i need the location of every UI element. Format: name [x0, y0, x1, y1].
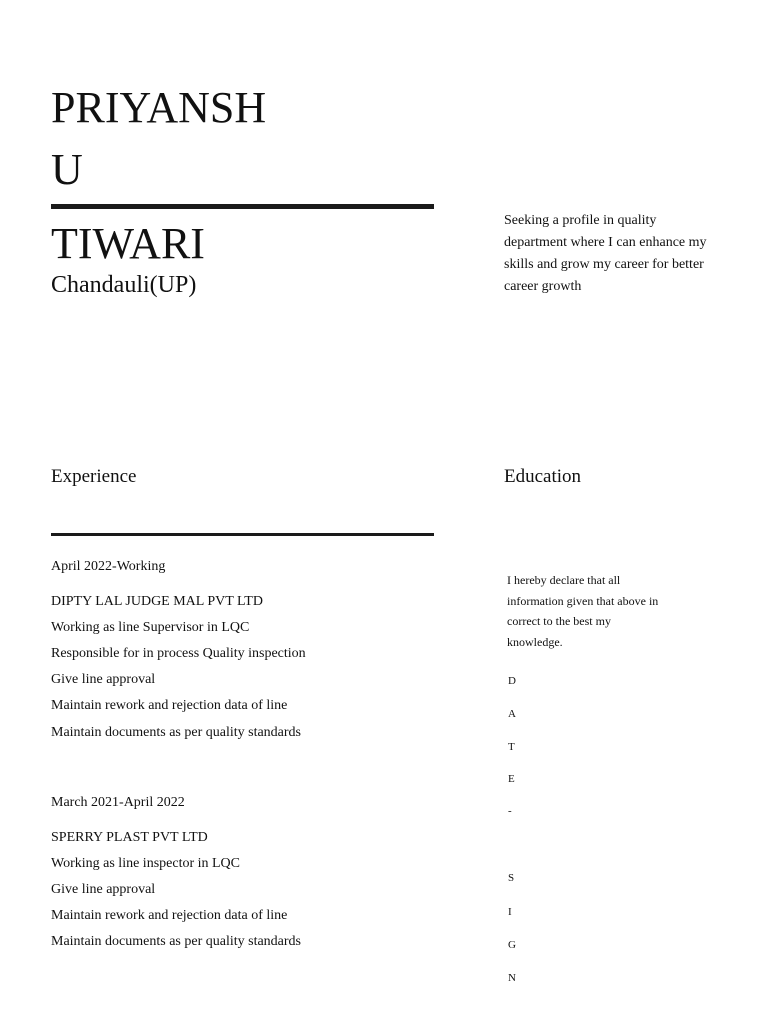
job1-duty-3: Give line approval — [51, 672, 156, 687]
objective-text: Seeking a profile in quality department where I can enhance my skills and grow my career for better career growth — [504, 213, 707, 294]
vertical-letter: A — [508, 708, 516, 720]
job1-duty-5: Maintain documents as per quality standards — [51, 725, 301, 740]
experience-divider — [51, 533, 434, 536]
name-line-1: PRIYANSH — [51, 83, 267, 132]
vertical-letter: - — [508, 805, 512, 817]
job1-duty-4: Maintain rework and rejection data of line — [51, 698, 288, 713]
vertical-letter: N — [508, 972, 516, 984]
vertical-letter: E — [508, 773, 515, 785]
vertical-letter: I — [508, 906, 512, 918]
job1-duty-2: Responsible for in process Quality inspection — [51, 646, 306, 661]
job2-duty-4: Maintain documents as per quality standards — [51, 934, 301, 949]
job2-company: SPERRY PLAST PVT LTD — [51, 830, 208, 845]
education-heading: Education — [504, 466, 582, 487]
name-divider — [51, 204, 434, 209]
job2-duty-3: Maintain rework and rejection data of line — [51, 908, 288, 923]
job1-dates: April 2022-Working — [51, 559, 166, 574]
job1-duty-1: Working as line Supervisor in LQC — [51, 620, 250, 635]
vertical-letter: S — [508, 872, 515, 884]
name-line-3: TIWARI — [51, 219, 205, 268]
vertical-letter: T — [508, 741, 515, 753]
location: Chandauli(UP) — [51, 272, 197, 298]
declaration-text: I hereby declare that all information given that above in correct to the best my knowledge. — [507, 573, 659, 649]
job2-duty-2: Give line approval — [51, 882, 156, 897]
job2-dates: March 2021-April 2022 — [51, 795, 185, 810]
job1-company: DIPTY LAL JUDGE MAL PVT LTD — [51, 594, 263, 609]
experience-heading: Experience — [51, 466, 137, 487]
job2-duty-1: Working as line inspector in LQC — [51, 856, 241, 871]
name-line-2: U — [51, 145, 83, 194]
vertical-letter: D — [508, 675, 516, 687]
vertical-letter: G — [508, 939, 516, 951]
